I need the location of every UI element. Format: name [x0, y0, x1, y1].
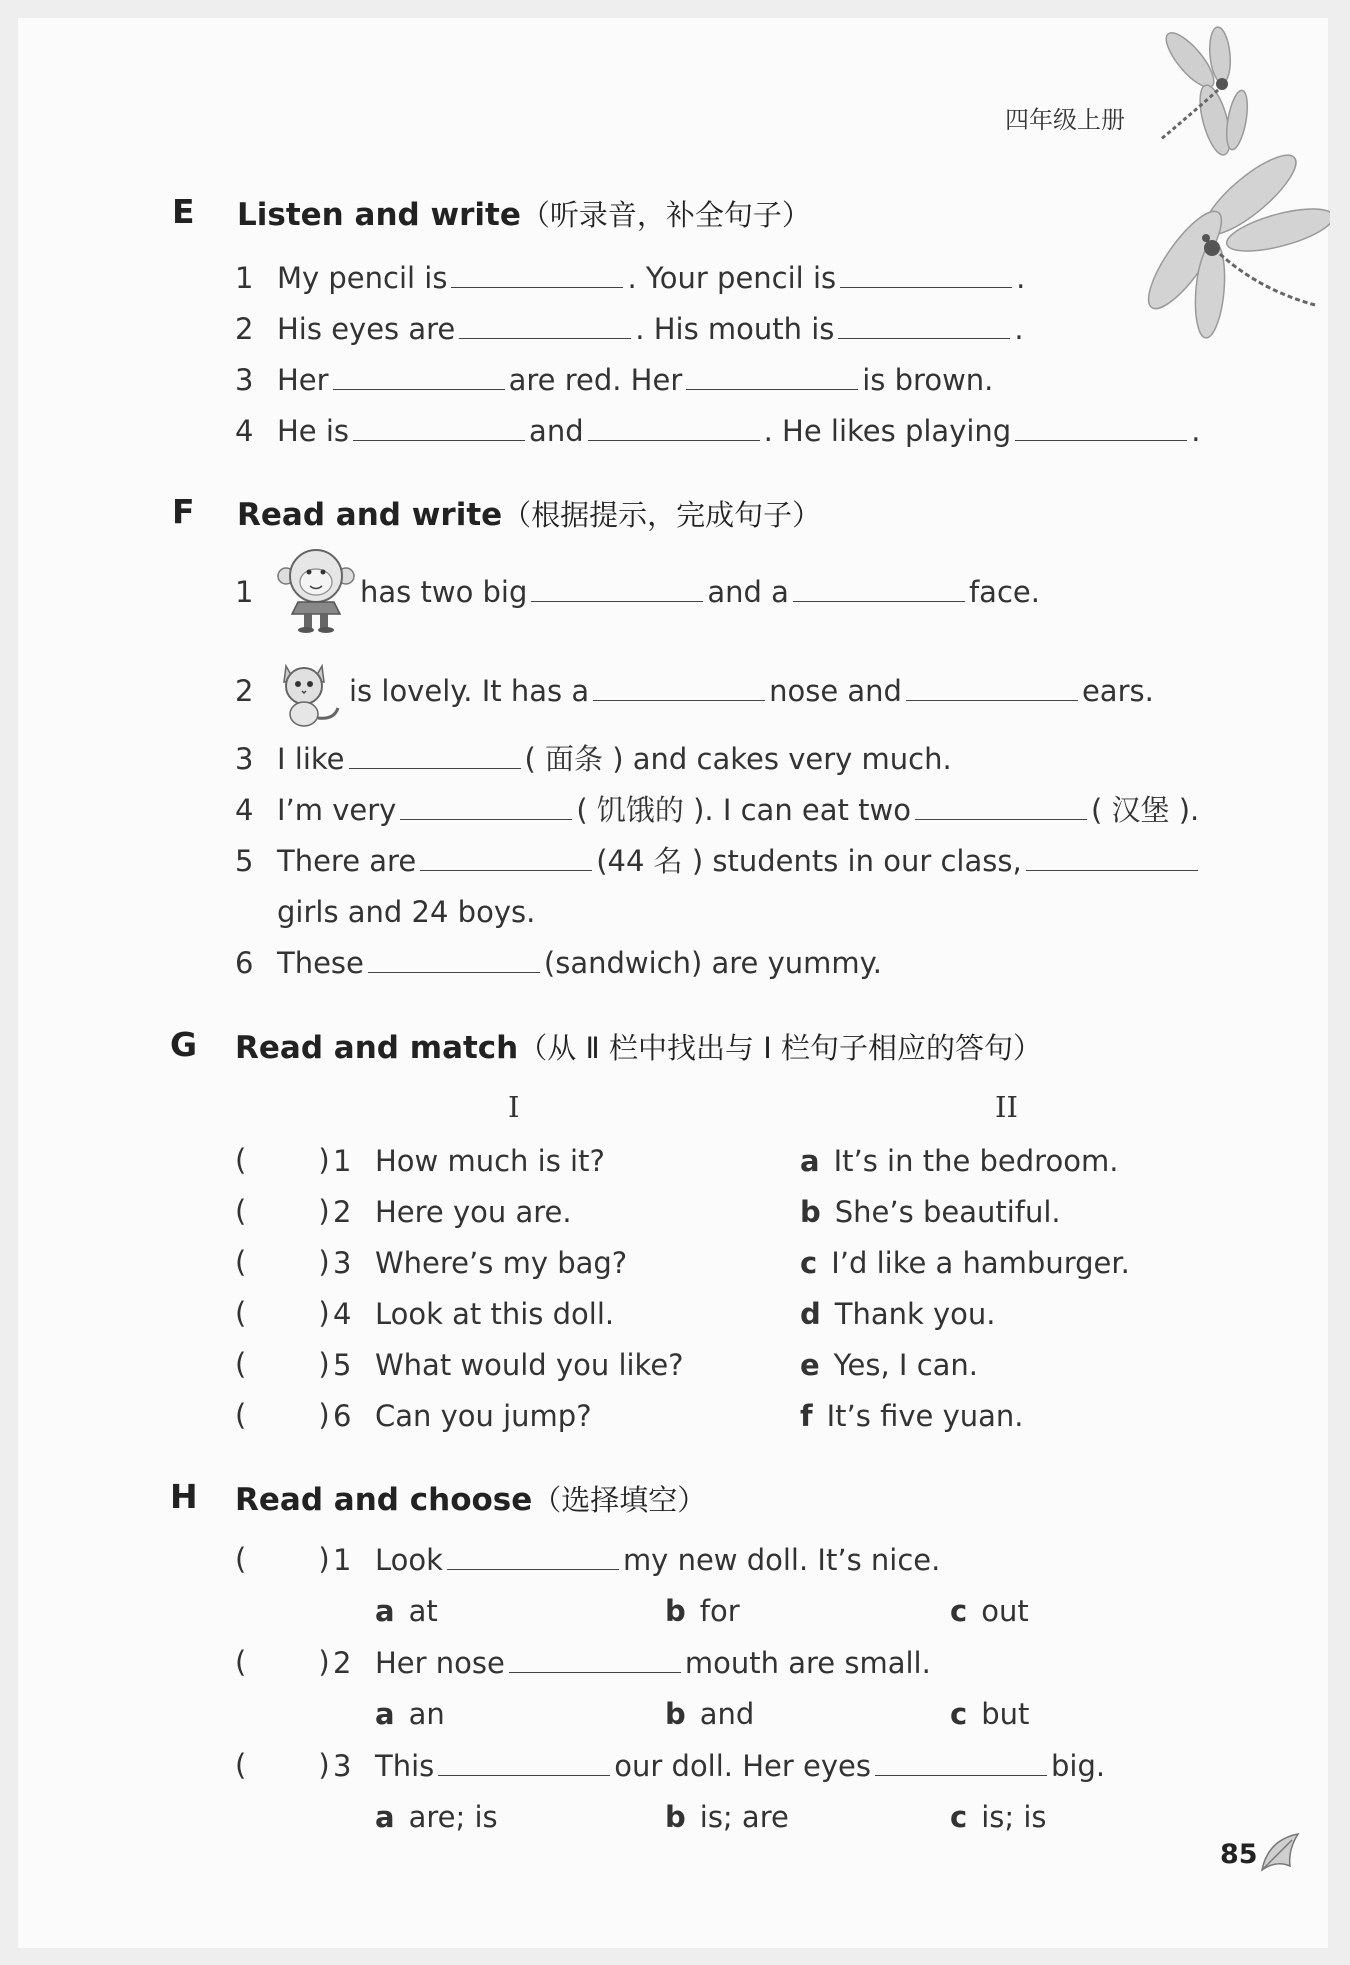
question-text: What would you like?: [375, 1348, 684, 1382]
option-letter: a: [375, 1697, 395, 1731]
item-number: 1: [333, 1543, 352, 1577]
option-letter: b: [665, 1800, 686, 1834]
item-number: 3: [333, 1749, 352, 1783]
answer-blank[interactable]: [447, 1543, 619, 1570]
item-number: 6: [235, 946, 254, 980]
g-right-f: [800, 1398, 1024, 1434]
answer-paren[interactable]: ( ): [235, 1347, 330, 1381]
item-number: 1: [333, 1144, 352, 1178]
answer-blank[interactable]: [686, 363, 858, 390]
answer-text: Yes, I can.: [833, 1348, 979, 1382]
text: Her nose: [375, 1646, 505, 1680]
option-text: and: [699, 1697, 755, 1731]
answer-paren[interactable]: ( ): [235, 1542, 330, 1576]
section-f-title-cn: （根据提示，完成句子）: [502, 498, 822, 532]
column-ii-header: II: [995, 1090, 1018, 1124]
text: ( 面条 ) and cakes very much.: [524, 742, 952, 776]
text: This: [375, 1749, 435, 1783]
answer-blank[interactable]: [875, 1749, 1047, 1776]
text: . Your pencil is: [627, 261, 837, 295]
text: big.: [1050, 1749, 1106, 1783]
section-f-title-en: Read and write: [237, 497, 503, 533]
answer-blank[interactable]: [400, 793, 572, 820]
text: is brown.: [862, 363, 994, 397]
text: and a: [707, 575, 789, 609]
option-letter: b: [665, 1697, 686, 1731]
option-letter: b: [665, 1594, 686, 1628]
section-f-title: [237, 493, 821, 534]
text: face.: [968, 575, 1040, 609]
text: I like: [277, 742, 345, 776]
f-item-2: [235, 673, 1154, 709]
text: He is: [277, 414, 350, 448]
h-item-2-option-c[interactable]: [950, 1696, 1029, 1732]
g-right-e: [800, 1347, 978, 1383]
answer-blank[interactable]: [509, 1646, 681, 1673]
column-i-header: I: [508, 1090, 520, 1124]
option-text: out: [981, 1594, 1029, 1628]
answer-blank[interactable]: [368, 946, 540, 973]
option-text: is; are: [699, 1800, 789, 1834]
text: .: [1014, 312, 1024, 346]
option-text: but: [981, 1697, 1030, 1731]
h-item-1-option-c[interactable]: [950, 1593, 1029, 1629]
answer-blank[interactable]: [1015, 414, 1187, 441]
section-g-letter: G: [170, 1025, 198, 1064]
item-number: 4: [235, 414, 254, 448]
option-letter: c: [950, 1800, 968, 1834]
item-number: 1: [235, 575, 254, 609]
text: nose and: [769, 674, 902, 708]
h-item-2: [333, 1645, 931, 1681]
item-number: 3: [235, 363, 254, 397]
text: I’m very: [277, 793, 397, 827]
text: My pencil is: [277, 261, 448, 295]
option-text: at: [408, 1594, 438, 1628]
text: .: [1191, 414, 1201, 448]
h-item-1: [333, 1542, 940, 1578]
g-left-2: [333, 1194, 572, 1230]
answer-paren[interactable]: ( ): [235, 1748, 330, 1782]
answer-paren[interactable]: ( ): [235, 1296, 330, 1330]
option-text: for: [699, 1594, 740, 1628]
item-number: 2: [235, 312, 254, 346]
f-item-3: [235, 741, 952, 777]
dragonfly-small-icon: [1140, 20, 1260, 165]
e-item-4: [235, 413, 1200, 449]
leaf-icon: [1258, 1830, 1303, 1875]
text: mouth are small.: [684, 1646, 931, 1680]
item-number: 2: [333, 1195, 352, 1229]
text: my new doll. It’s nice.: [622, 1543, 941, 1577]
answer-blank[interactable]: [420, 844, 592, 871]
answer-blank[interactable]: [906, 674, 1078, 701]
text: Her: [277, 363, 329, 397]
answer-blank[interactable]: [438, 1749, 610, 1776]
section-h-letter: H: [170, 1477, 198, 1516]
text: These: [277, 946, 364, 980]
answer-blank[interactable]: [838, 312, 1010, 339]
g-left-6: [333, 1398, 592, 1434]
text: . His mouth is: [635, 312, 835, 346]
text: ( 饥饿的 ). I can eat two: [576, 793, 911, 827]
answer-blank[interactable]: [349, 742, 521, 769]
text: ( 汉堡 ).: [1090, 793, 1200, 827]
text: ears.: [1081, 674, 1154, 708]
item-number: 5: [333, 1348, 352, 1382]
answer-text: It’s in the bedroom.: [833, 1144, 1119, 1178]
answer-paren[interactable]: ( ): [235, 1645, 330, 1679]
section-e-title-en: Listen and write: [237, 197, 521, 233]
f-item-1: [235, 574, 1040, 610]
item-number: 5: [235, 844, 254, 878]
answer-text: She’s beautiful.: [834, 1195, 1061, 1229]
h-item-1-option-a[interactable]: [375, 1593, 438, 1629]
text: There are: [277, 844, 417, 878]
e-item-3: [235, 362, 993, 398]
text: has two big: [360, 575, 528, 609]
section-h-title: [235, 1478, 706, 1519]
item-number: 2: [235, 674, 254, 708]
h-item-3-option-a[interactable]: [375, 1799, 498, 1835]
option-text: is; is: [981, 1800, 1047, 1834]
question-text: Can you jump?: [375, 1399, 592, 1433]
dragonfly-large-icon: [1140, 150, 1330, 365]
h-item-3-option-b[interactable]: [665, 1799, 789, 1835]
section-g-title: [235, 1026, 1042, 1067]
g-left-5: [333, 1347, 684, 1383]
answer-blank[interactable]: [593, 674, 765, 701]
answer-blank[interactable]: [588, 414, 760, 441]
f-item-5-cont: girls and 24 boys.: [277, 895, 536, 929]
page-number: 85: [1220, 1839, 1258, 1870]
item-number: 3: [235, 742, 254, 776]
option-letter: d: [800, 1297, 821, 1331]
answer-blank[interactable]: [793, 575, 965, 602]
section-g-title-cn: （从 Ⅱ 栏中找出与 Ⅰ 栏句子相应的答句）: [518, 1031, 1042, 1065]
f-item-5: [235, 843, 1202, 879]
text: our doll. Her eyes: [614, 1749, 871, 1783]
option-letter: b: [800, 1195, 821, 1229]
text: is lovely. It has a: [349, 674, 590, 708]
e-item-1: [235, 260, 1025, 296]
answer-paren[interactable]: ( ): [235, 1194, 330, 1228]
option-letter: f: [800, 1399, 813, 1433]
option-letter: c: [950, 1697, 968, 1731]
section-h-title-en: Read and choose: [235, 1482, 533, 1518]
answer-paren[interactable]: ( ): [235, 1398, 330, 1432]
question-text: How much is it?: [375, 1144, 605, 1178]
section-e-title-cn: （听录音，补全句子）: [520, 198, 811, 232]
h-item-2-option-a[interactable]: [375, 1696, 445, 1732]
text: . He likes playing: [763, 414, 1012, 448]
text: are red. Her: [508, 363, 683, 397]
option-letter: a: [375, 1800, 395, 1834]
text: His eyes are: [277, 312, 456, 346]
option-letter: e: [800, 1348, 820, 1382]
option-letter: a: [375, 1594, 395, 1628]
h-item-2-option-b[interactable]: [665, 1696, 754, 1732]
text: Look: [375, 1543, 443, 1577]
question-text: Where’s my bag?: [375, 1246, 628, 1280]
g-left-4: [333, 1296, 614, 1332]
question-text: Here you are.: [375, 1195, 572, 1229]
section-f-letter: F: [172, 492, 195, 531]
item-number: 3: [333, 1246, 352, 1280]
option-text: an: [408, 1697, 445, 1731]
answer-paren[interactable]: ( ): [235, 1143, 330, 1177]
text: (sandwich) are yummy.: [543, 946, 882, 980]
h-item-1-option-b[interactable]: [665, 1593, 740, 1629]
item-number: 4: [333, 1297, 352, 1331]
answer-blank[interactable]: [531, 575, 703, 602]
g-right-a: [800, 1143, 1118, 1179]
e-item-2: [235, 311, 1024, 347]
h-item-3-option-c[interactable]: [950, 1799, 1047, 1835]
option-text: are; is: [408, 1800, 498, 1834]
answer-blank[interactable]: [840, 261, 1012, 288]
section-g-title-en: Read and match: [235, 1030, 519, 1066]
g-left-3: [333, 1245, 627, 1281]
h-item-3: [333, 1748, 1105, 1784]
text: (44 名 ) students in our class,: [596, 844, 1022, 878]
answer-text: Thank you.: [834, 1297, 996, 1331]
answer-blank[interactable]: [333, 363, 505, 390]
f-item-4: [235, 792, 1199, 828]
answer-blank[interactable]: [915, 793, 1087, 820]
answer-text: It’s five yuan.: [826, 1399, 1024, 1433]
item-number: 2: [333, 1646, 352, 1680]
text: .: [1016, 261, 1026, 295]
answer-text: I’d like a hamburger.: [831, 1246, 1130, 1280]
g-right-b: [800, 1194, 1061, 1230]
f-item-6: [235, 945, 882, 981]
answer-paren[interactable]: ( ): [235, 1245, 330, 1279]
section-e-letter: E: [172, 192, 195, 231]
text: and: [529, 414, 584, 448]
g-right-d: [800, 1296, 996, 1332]
g-left-1: [333, 1143, 605, 1179]
item-number: 1: [235, 261, 254, 295]
answer-blank[interactable]: [459, 312, 631, 339]
option-letter: c: [950, 1594, 968, 1628]
g-right-c: [800, 1245, 1130, 1281]
answer-blank[interactable]: [451, 261, 623, 288]
option-letter: c: [800, 1246, 818, 1280]
answer-blank[interactable]: [353, 414, 525, 441]
option-letter: a: [800, 1144, 820, 1178]
grade-label: 四年级上册: [1005, 106, 1125, 134]
item-number: 4: [235, 793, 254, 827]
section-h-title-cn: （选择填空）: [532, 1483, 707, 1517]
answer-blank[interactable]: [1026, 844, 1198, 871]
section-e-title: [237, 193, 811, 234]
item-number: 6: [333, 1399, 352, 1433]
question-text: Look at this doll.: [375, 1297, 615, 1331]
